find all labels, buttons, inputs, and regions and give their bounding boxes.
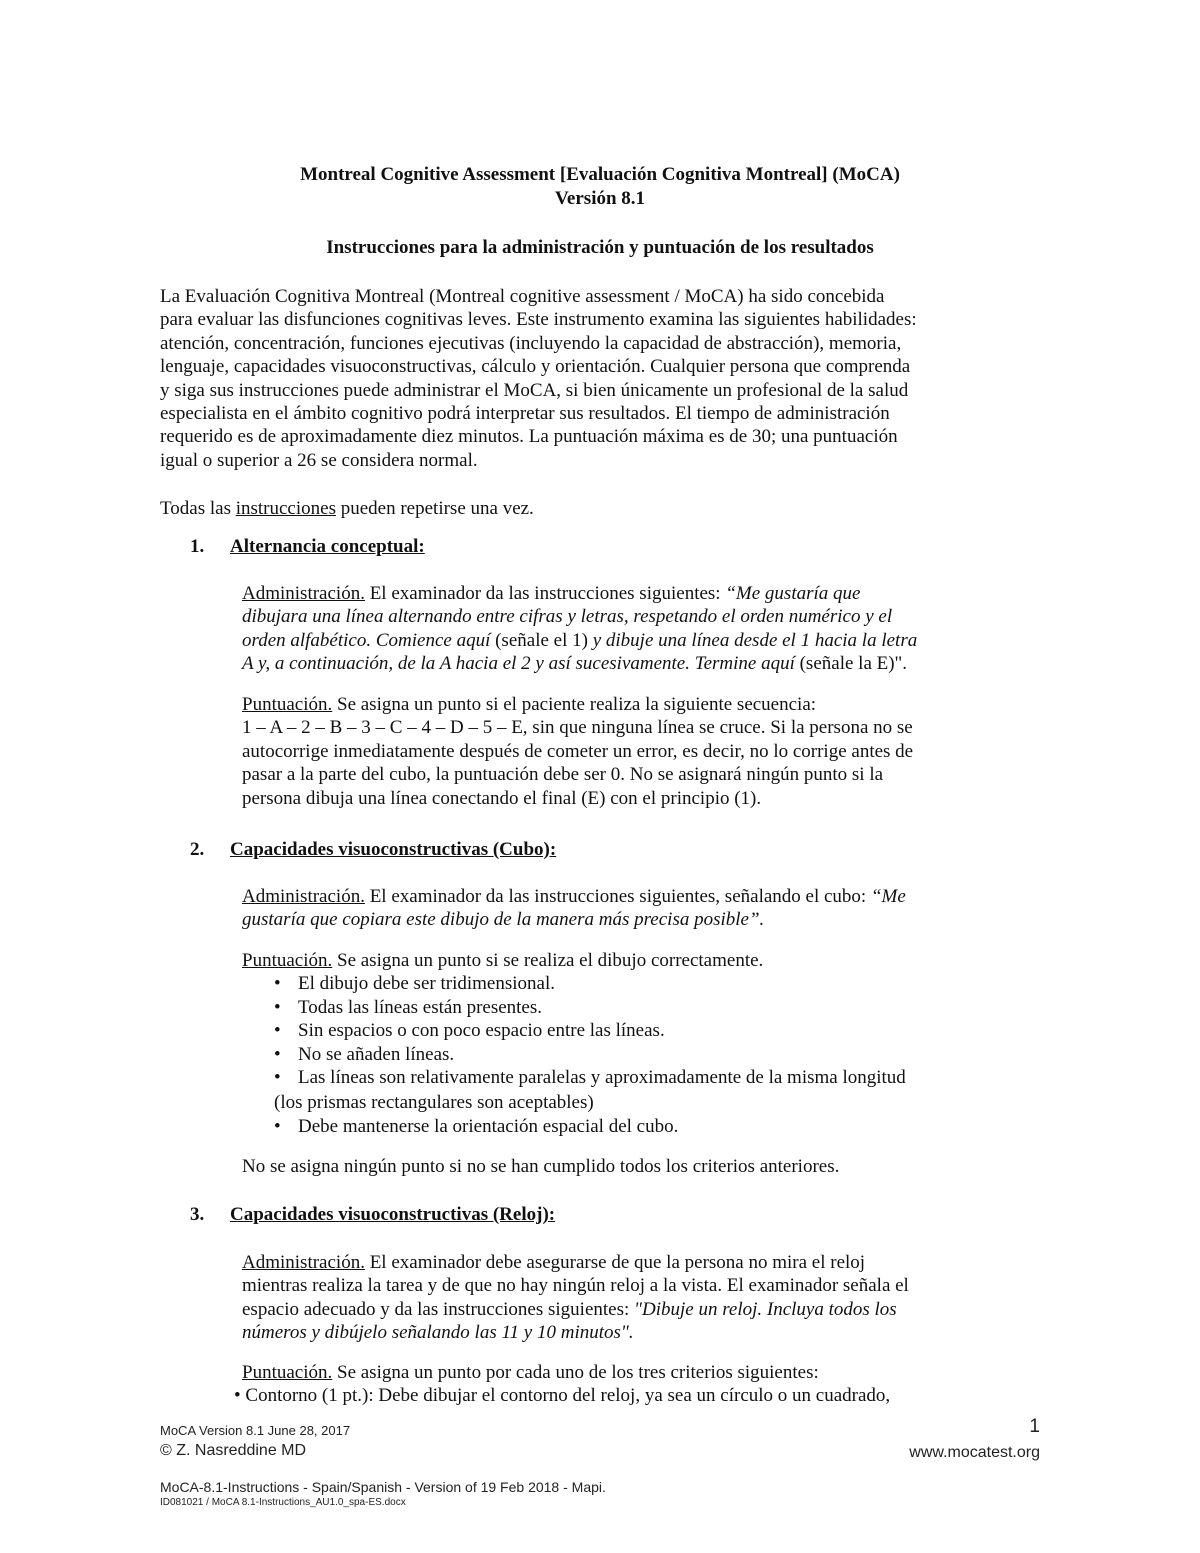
intro-line: requerido es de aproximadamente diez minutos. La puntuación máxima es de 30; una puntuación [160, 426, 898, 448]
section-2-scoring: Puntuación. Se asigna un punto si se realiza el dibujo correctamente. [242, 950, 764, 971]
intro-line: especialista en el ámbito cognitivo podrá interpretar sus resultados. El tiempo de administración [160, 403, 890, 425]
section-3-bullet: • Contorno (1 pt.): Debe dibujar el contorno del reloj, ya sea un círculo o un cuadrado, [234, 1385, 891, 1406]
list-item: • No se añaden líneas. [274, 1043, 455, 1065]
cube-criteria-list-last [270, 1115, 1030, 1139]
footer-file-line: ID081021 / MoCA 8.1-Instructions_AU1.0_spa-ES.docx [160, 1497, 406, 1508]
bullet-continuation: (los prismas rectangulares son aceptables) [274, 1092, 594, 1113]
page-number: 1 [1029, 1416, 1040, 1437]
footer-copyright: © Z. Nasreddine MD [160, 1442, 307, 1459]
section-3-scoring: Puntuación. Se asigna un punto por cada uno de los tres criterios siguientes: [242, 1362, 819, 1383]
bullet-icon: • [234, 1385, 241, 1406]
footer-version: MoCA Version 8.1 June 28, 2017 [160, 1423, 351, 1438]
list-item: • Sin espacios o con poco espacio entre las líneas. [274, 1020, 665, 1042]
intro-line: atención, concentración, funciones ejecutivas (incluyendo la capacidad de abstracción), memoria, [160, 332, 902, 354]
section-3-administration: Administración. El examinador debe asegurarse de que la persona no mira el reloj mientras realiza la tarea y de que no hay ningún reloj a la vista. El examinador señala el espacio adecuado y da las instrucciones siguientes: "Dibuje un reloj. Incluya todos los números y dibújelo señalando las 11 y 10 minutos". [242, 1252, 909, 1344]
intro-line: para evaluar las disfunciones cognitivas leves. Este instrumento examina las siguientes habilidades: [160, 309, 917, 331]
bullet-icon: • [274, 1116, 281, 1137]
bullet-icon: • [274, 1067, 281, 1089]
section-3-heading: 3. Capacidades visuoconstructivas (Reloj): [190, 1204, 556, 1225]
intro-paragraph [160, 285, 1040, 472]
section-2-closing: No se asigna ningún punto si no se han cumplido todos los criterios anteriores. [242, 1156, 840, 1177]
list-item: • El dibujo debe ser tridimensional. [274, 973, 555, 994]
intro-line: igual o superior a 26 se considera normal. [160, 449, 478, 471]
section-2-administration: Administración. El examinador da las instrucciones siguientes, señalando el cubo: “Me gustaría que copiara este dibujo de la manera más precisa posible”. [242, 886, 906, 931]
bullet-icon: • [274, 1043, 281, 1065]
intro-line: y siga sus instrucciones puede administrar el MoCA, si bien únicamente un profesional de la salud [160, 379, 909, 401]
intro-line: lenguaje, capacidades visuoconstructivas, cálculo y orientación. Cualquier persona que comprenda [160, 356, 911, 378]
list-item: • Las líneas son relativamente paralelas y aproximadamente de la misma longitud [274, 1067, 906, 1089]
intro-line: La Evaluación Cognitiva Montreal (Montreal cognitive assessment / MoCA) ha sido concebida [160, 286, 885, 307]
repeat-note: Todas las instrucciones pueden repetirse una vez. [160, 498, 534, 519]
section-1-administration: Administración. El examinador da las instrucciones siguientes: “Me gustaría que dibujara una línea alternando entre cifras y letras, respetando el orden numérico y el orden alfabético. Comience aquí (señale el 1) y dibuje una línea desde el 1 hacia la letra A y, a continuación, de la A hacia el 2 y así sucesivamente. Termine aquí (señale la E)". [242, 583, 918, 675]
instrucciones-underlined: instrucciones [235, 498, 336, 519]
bullet-icon: • [274, 973, 281, 994]
section-1-scoring: Puntuación. Se asigna un punto si el paciente realiza la siguiente secuencia: 1 – A – 2 – B – 3 – C – 4 – D – 5 – E, sin que ninguna línea se cruce. Si la persona no se autocorrige inmediatamente después de cometer un error, es decir, no lo corrige antes de pasar a la parte del cubo, la puntuación debe ser 0. No se asignará ningún punto si la persona dibuja una línea conectando el final (E) con el principio (1). [242, 694, 914, 809]
footer-instructions-line: MoCA-8.1-Instructions - Spain/Spanish - Version of 19 Feb 2018 - Mapi. [160, 1479, 606, 1495]
document-version: Versión 8.1 [554, 188, 646, 209]
bullet-icon: • [274, 996, 281, 1018]
section-2-heading: 2. Capacidades visuoconstructivas (Cubo): [190, 839, 557, 860]
section-1-heading: 1. Alternancia conceptual: [190, 536, 425, 557]
cube-criteria-list [270, 972, 1030, 1090]
list-item: • Todas las líneas están presentes. [274, 996, 543, 1018]
bullet-icon: • [274, 1020, 281, 1042]
list-item: • Debe mantenerse la orientación espacial del cubo. [274, 1116, 679, 1137]
document-subtitle: Instrucciones para la administración y puntuación de los resultados [326, 237, 874, 258]
document-title: Montreal Cognitive Assessment [Evaluación Cognitiva Montreal] (MoCA) [300, 164, 900, 185]
footer-website: www.mocatest.org [909, 1444, 1040, 1461]
